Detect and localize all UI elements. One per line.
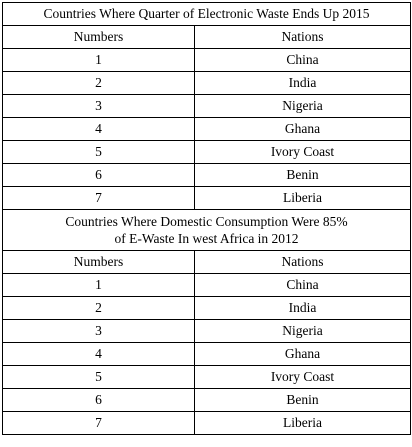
number-cell: 1 <box>3 49 195 72</box>
nation-cell: Ghana <box>195 343 411 366</box>
table-row <box>3 389 411 412</box>
nation-cell: India <box>195 72 411 95</box>
number-cell: 3 <box>3 95 195 118</box>
table-row <box>3 187 411 210</box>
table-row <box>3 412 411 435</box>
section2-title-row <box>3 210 411 251</box>
section2-title-line1: Countries Where Domestic Consumption Were 85% <box>65 214 348 229</box>
nation-cell: India <box>195 297 411 320</box>
number-cell: 6 <box>3 389 195 412</box>
table-row <box>3 141 411 164</box>
number-cell: 1 <box>3 274 195 297</box>
number-cell: 4 <box>3 343 195 366</box>
numbers-column-header: Numbers <box>3 26 195 49</box>
section1-title: Countries Where Quarter of Electronic Waste Ends Up 2015 <box>3 3 411 26</box>
table-row <box>3 297 411 320</box>
number-cell: 7 <box>3 412 195 435</box>
nation-cell: China <box>195 274 411 297</box>
section1-title-row <box>3 3 411 26</box>
table-row <box>3 366 411 389</box>
nation-cell: Benin <box>195 389 411 412</box>
nation-cell: Liberia <box>195 187 411 210</box>
table-row <box>3 49 411 72</box>
table-row <box>3 118 411 141</box>
number-cell: 7 <box>3 187 195 210</box>
nation-cell: Nigeria <box>195 320 411 343</box>
nation-cell: Benin <box>195 164 411 187</box>
table-row <box>3 343 411 366</box>
numbers-column-header: Numbers <box>3 251 195 274</box>
section1-header-row <box>3 26 411 49</box>
number-cell: 5 <box>3 366 195 389</box>
nation-cell: Nigeria <box>195 95 411 118</box>
table-row <box>3 95 411 118</box>
nation-cell: Ivory Coast <box>195 141 411 164</box>
nations-column-header: Nations <box>195 26 411 49</box>
ewaste-countries-table <box>2 2 411 435</box>
number-cell: 5 <box>3 141 195 164</box>
section2-header-row <box>3 251 411 274</box>
table-row <box>3 320 411 343</box>
table-row <box>3 164 411 187</box>
nation-cell: Ghana <box>195 118 411 141</box>
table-row <box>3 274 411 297</box>
section2-title-line2: of E-Waste In west Africa in 2012 <box>114 231 299 246</box>
number-cell: 2 <box>3 72 195 95</box>
table-row <box>3 72 411 95</box>
section2-title <box>3 210 411 251</box>
number-cell: 2 <box>3 297 195 320</box>
number-cell: 6 <box>3 164 195 187</box>
nation-cell: Ivory Coast <box>195 366 411 389</box>
number-cell: 3 <box>3 320 195 343</box>
nation-cell: Liberia <box>195 412 411 435</box>
nations-column-header: Nations <box>195 251 411 274</box>
number-cell: 4 <box>3 118 195 141</box>
nation-cell: China <box>195 49 411 72</box>
